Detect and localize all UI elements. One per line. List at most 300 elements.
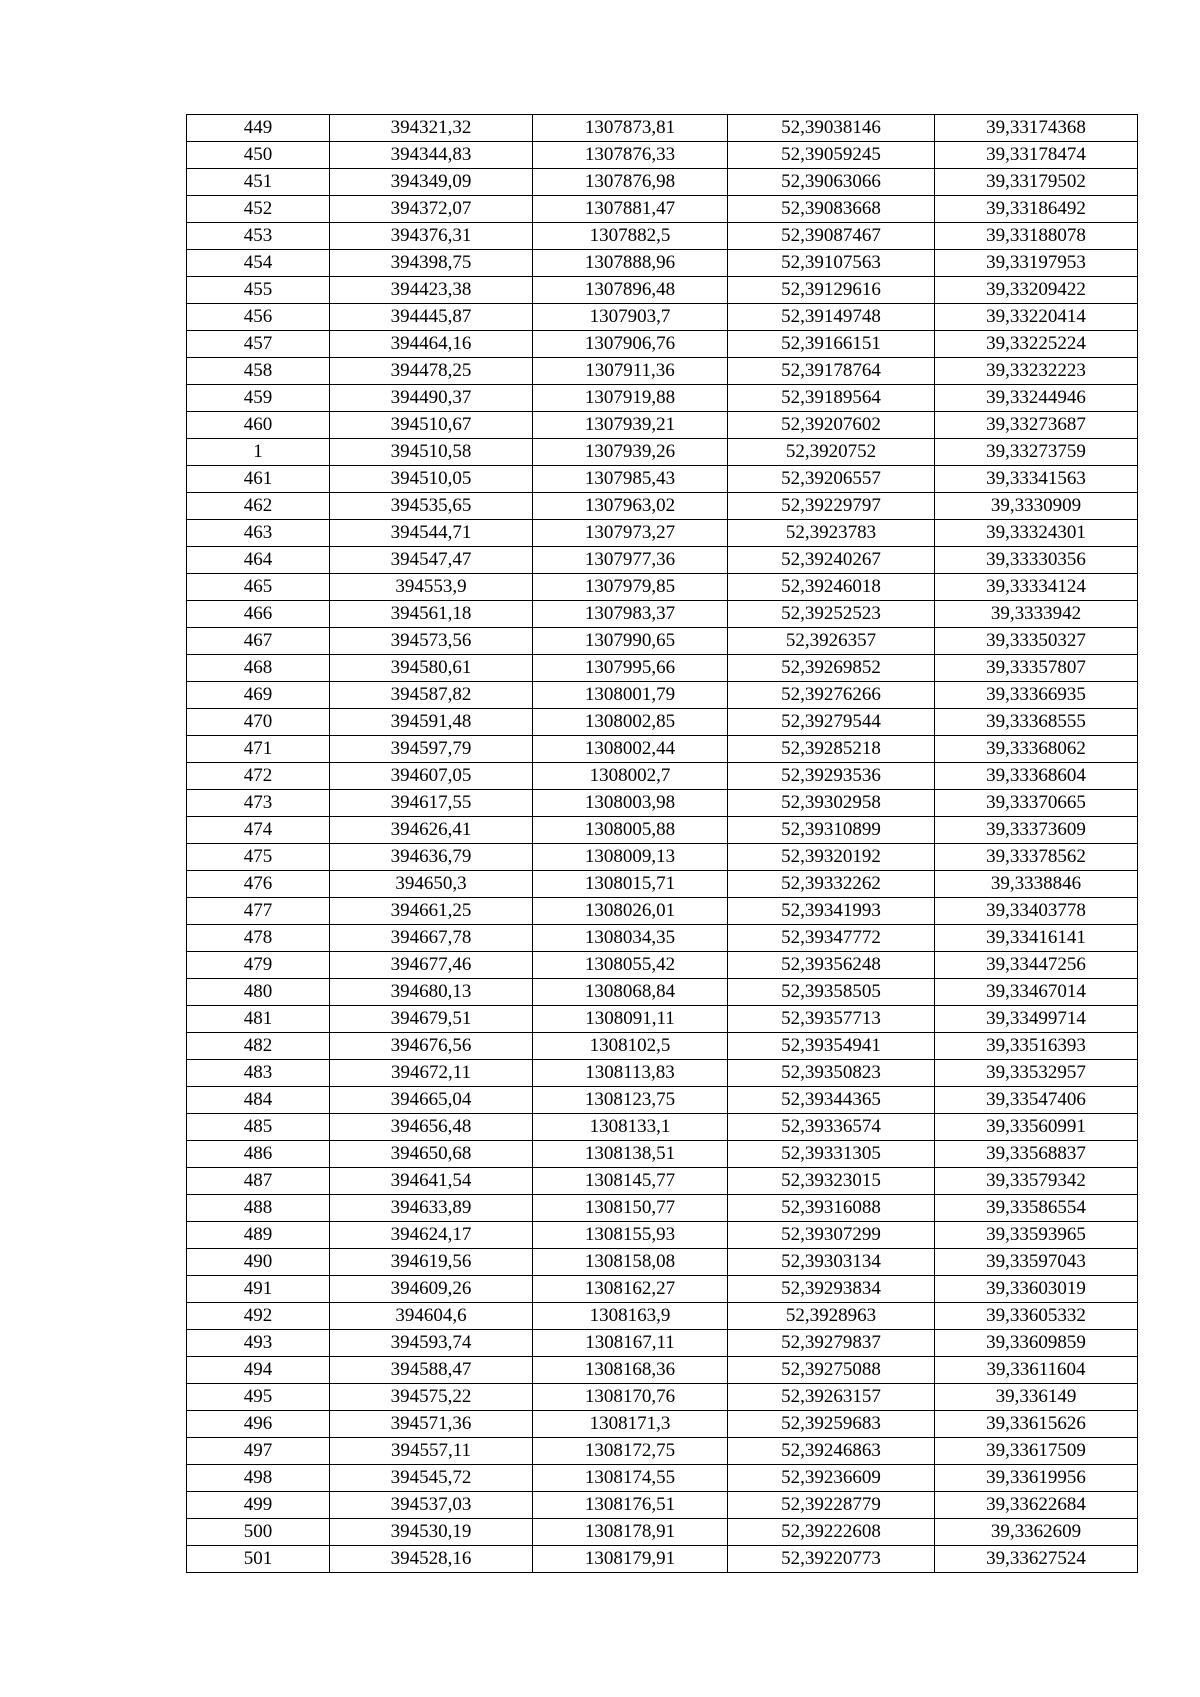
latitude-cell: 52,39276266	[728, 682, 935, 709]
x-coordinate-cell: 394591,48	[330, 709, 533, 736]
latitude-cell: 52,39236609	[728, 1465, 935, 1492]
latitude-cell: 52,39357713	[728, 1006, 935, 1033]
point-number-cell: 467	[187, 628, 330, 655]
longitude-cell: 39,33378562	[935, 844, 1138, 871]
x-coordinate-cell: 394593,74	[330, 1330, 533, 1357]
x-coordinate-cell: 394537,03	[330, 1492, 533, 1519]
latitude-cell: 52,39220773	[728, 1546, 935, 1573]
point-number-cell: 459	[187, 385, 330, 412]
table-row	[187, 1141, 1138, 1168]
x-coordinate-cell: 394575,22	[330, 1384, 533, 1411]
y-coordinate-cell: 1307919,88	[533, 385, 728, 412]
table-row	[187, 871, 1138, 898]
latitude-cell: 52,39189564	[728, 385, 935, 412]
y-coordinate-cell: 1308026,01	[533, 898, 728, 925]
y-coordinate-cell: 1307896,48	[533, 277, 728, 304]
y-coordinate-cell: 1307977,36	[533, 547, 728, 574]
x-coordinate-cell: 394680,13	[330, 979, 533, 1006]
longitude-cell: 39,33568837	[935, 1141, 1138, 1168]
table-row	[187, 1330, 1138, 1357]
latitude-cell: 52,39259683	[728, 1411, 935, 1438]
longitude-cell: 39,3338846	[935, 871, 1138, 898]
x-coordinate-cell: 394676,56	[330, 1033, 533, 1060]
y-coordinate-cell: 1308002,85	[533, 709, 728, 736]
y-coordinate-cell: 1308170,76	[533, 1384, 728, 1411]
point-number-cell: 497	[187, 1438, 330, 1465]
y-coordinate-cell: 1308174,55	[533, 1465, 728, 1492]
point-number-cell: 452	[187, 196, 330, 223]
y-coordinate-cell: 1307990,65	[533, 628, 728, 655]
x-coordinate-cell: 394372,07	[330, 196, 533, 223]
latitude-cell: 52,39178764	[728, 358, 935, 385]
y-coordinate-cell: 1308155,93	[533, 1222, 728, 1249]
x-coordinate-cell: 394464,16	[330, 331, 533, 358]
latitude-cell: 52,39252523	[728, 601, 935, 628]
table-row	[187, 1195, 1138, 1222]
longitude-cell: 39,33611604	[935, 1357, 1138, 1384]
longitude-cell: 39,33403778	[935, 898, 1138, 925]
latitude-cell: 52,39332262	[728, 871, 935, 898]
longitude-cell: 39,33603019	[935, 1276, 1138, 1303]
point-number-cell: 489	[187, 1222, 330, 1249]
table-row	[187, 1411, 1138, 1438]
x-coordinate-cell: 394672,11	[330, 1060, 533, 1087]
latitude-cell: 52,39347772	[728, 925, 935, 952]
x-coordinate-cell: 394557,11	[330, 1438, 533, 1465]
x-coordinate-cell: 394398,75	[330, 250, 533, 277]
y-coordinate-cell: 1308002,44	[533, 736, 728, 763]
point-number-cell: 453	[187, 223, 330, 250]
point-number-cell: 468	[187, 655, 330, 682]
longitude-cell: 39,33244946	[935, 385, 1138, 412]
y-coordinate-cell: 1307876,33	[533, 142, 728, 169]
longitude-cell: 39,33368604	[935, 763, 1138, 790]
x-coordinate-cell: 394423,38	[330, 277, 533, 304]
point-number-cell: 451	[187, 169, 330, 196]
table-row	[187, 898, 1138, 925]
longitude-cell: 39,33622684	[935, 1492, 1138, 1519]
point-number-cell: 481	[187, 1006, 330, 1033]
longitude-cell: 39,33370665	[935, 790, 1138, 817]
point-number-cell: 484	[187, 1087, 330, 1114]
point-number-cell: 501	[187, 1546, 330, 1573]
x-coordinate-cell: 394607,05	[330, 763, 533, 790]
latitude-cell: 52,39207602	[728, 412, 935, 439]
point-number-cell: 456	[187, 304, 330, 331]
y-coordinate-cell: 1308172,75	[533, 1438, 728, 1465]
longitude-cell: 39,33516393	[935, 1033, 1138, 1060]
x-coordinate-cell: 394650,3	[330, 871, 533, 898]
latitude-cell: 52,39350823	[728, 1060, 935, 1087]
x-coordinate-cell: 394528,16	[330, 1546, 533, 1573]
x-coordinate-cell: 394588,47	[330, 1357, 533, 1384]
y-coordinate-cell: 1307985,43	[533, 466, 728, 493]
point-number-cell: 462	[187, 493, 330, 520]
table-row	[187, 142, 1138, 169]
latitude-cell: 52,39129616	[728, 277, 935, 304]
y-coordinate-cell: 1308015,71	[533, 871, 728, 898]
y-coordinate-cell: 1307906,76	[533, 331, 728, 358]
table-row	[187, 1222, 1138, 1249]
table-row	[187, 547, 1138, 574]
point-number-cell: 461	[187, 466, 330, 493]
x-coordinate-cell: 394656,48	[330, 1114, 533, 1141]
point-number-cell: 493	[187, 1330, 330, 1357]
latitude-cell: 52,3923783	[728, 520, 935, 547]
latitude-cell: 52,39310899	[728, 817, 935, 844]
longitude-cell: 39,33232223	[935, 358, 1138, 385]
y-coordinate-cell: 1308034,35	[533, 925, 728, 952]
y-coordinate-cell: 1308005,88	[533, 817, 728, 844]
table-row	[187, 952, 1138, 979]
point-number-cell: 496	[187, 1411, 330, 1438]
longitude-cell: 39,33547406	[935, 1087, 1138, 1114]
y-coordinate-cell: 1308176,51	[533, 1492, 728, 1519]
y-coordinate-cell: 1308113,83	[533, 1060, 728, 1087]
y-coordinate-cell: 1307939,26	[533, 439, 728, 466]
table-row	[187, 412, 1138, 439]
longitude-cell: 39,33597043	[935, 1249, 1138, 1276]
point-number-cell: 469	[187, 682, 330, 709]
y-coordinate-cell: 1307939,21	[533, 412, 728, 439]
longitude-cell: 39,33467014	[935, 979, 1138, 1006]
x-coordinate-cell: 394344,83	[330, 142, 533, 169]
latitude-cell: 52,39279544	[728, 709, 935, 736]
y-coordinate-cell: 1308168,36	[533, 1357, 728, 1384]
y-coordinate-cell: 1308123,75	[533, 1087, 728, 1114]
y-coordinate-cell: 1307973,27	[533, 520, 728, 547]
latitude-cell: 52,39246863	[728, 1438, 935, 1465]
latitude-cell: 52,39358505	[728, 979, 935, 1006]
x-coordinate-cell: 394445,87	[330, 304, 533, 331]
point-number-cell: 476	[187, 871, 330, 898]
point-number-cell: 475	[187, 844, 330, 871]
latitude-cell: 52,39166151	[728, 331, 935, 358]
y-coordinate-cell: 1308091,11	[533, 1006, 728, 1033]
latitude-cell: 52,39323015	[728, 1168, 935, 1195]
longitude-cell: 39,33447256	[935, 952, 1138, 979]
x-coordinate-cell: 394547,47	[330, 547, 533, 574]
latitude-cell: 52,39293834	[728, 1276, 935, 1303]
point-number-cell: 450	[187, 142, 330, 169]
longitude-cell: 39,33324301	[935, 520, 1138, 547]
table-row	[187, 250, 1138, 277]
table-row	[187, 1087, 1138, 1114]
table-row	[187, 844, 1138, 871]
point-number-cell: 478	[187, 925, 330, 952]
table-row	[187, 1465, 1138, 1492]
y-coordinate-cell: 1308055,42	[533, 952, 728, 979]
table-row	[187, 169, 1138, 196]
table-row	[187, 1249, 1138, 1276]
longitude-cell: 39,33617509	[935, 1438, 1138, 1465]
point-number-cell: 457	[187, 331, 330, 358]
point-number-cell: 483	[187, 1060, 330, 1087]
x-coordinate-cell: 394571,36	[330, 1411, 533, 1438]
y-coordinate-cell: 1308002,7	[533, 763, 728, 790]
latitude-cell: 52,39341993	[728, 898, 935, 925]
x-coordinate-cell: 394376,31	[330, 223, 533, 250]
table-row	[187, 223, 1138, 250]
x-coordinate-cell: 394667,78	[330, 925, 533, 952]
point-number-cell: 464	[187, 547, 330, 574]
latitude-cell: 52,3926357	[728, 628, 935, 655]
longitude-cell: 39,33197953	[935, 250, 1138, 277]
table-row	[187, 115, 1138, 142]
longitude-cell: 39,33341563	[935, 466, 1138, 493]
table-row	[187, 1357, 1138, 1384]
latitude-cell: 52,39229797	[728, 493, 935, 520]
y-coordinate-cell: 1307903,7	[533, 304, 728, 331]
longitude-cell: 39,3362609	[935, 1519, 1138, 1546]
y-coordinate-cell: 1307882,5	[533, 223, 728, 250]
point-number-cell: 490	[187, 1249, 330, 1276]
point-number-cell: 495	[187, 1384, 330, 1411]
longitude-cell: 39,336149	[935, 1384, 1138, 1411]
point-number-cell: 480	[187, 979, 330, 1006]
y-coordinate-cell: 1308167,11	[533, 1330, 728, 1357]
point-number-cell: 498	[187, 1465, 330, 1492]
table-row	[187, 1438, 1138, 1465]
x-coordinate-cell: 394650,68	[330, 1141, 533, 1168]
longitude-cell: 39,33560991	[935, 1114, 1138, 1141]
x-coordinate-cell: 394626,41	[330, 817, 533, 844]
longitude-cell: 39,33368555	[935, 709, 1138, 736]
table-row	[187, 817, 1138, 844]
table-row	[187, 277, 1138, 304]
table-row	[187, 925, 1138, 952]
table-row	[187, 1060, 1138, 1087]
latitude-cell: 52,39263157	[728, 1384, 935, 1411]
table-row	[187, 1033, 1138, 1060]
y-coordinate-cell: 1308001,79	[533, 682, 728, 709]
table-row	[187, 331, 1138, 358]
longitude-cell: 39,33593965	[935, 1222, 1138, 1249]
longitude-cell: 39,33273759	[935, 439, 1138, 466]
latitude-cell: 52,39059245	[728, 142, 935, 169]
point-number-cell: 499	[187, 1492, 330, 1519]
table-row	[187, 1519, 1138, 1546]
table-row	[187, 385, 1138, 412]
longitude-cell: 39,3330909	[935, 493, 1138, 520]
longitude-cell: 39,33174368	[935, 115, 1138, 142]
point-number-cell: 458	[187, 358, 330, 385]
x-coordinate-cell: 394636,79	[330, 844, 533, 871]
table-row	[187, 574, 1138, 601]
x-coordinate-cell: 394580,61	[330, 655, 533, 682]
point-number-cell: 479	[187, 952, 330, 979]
latitude-cell: 52,39063066	[728, 169, 935, 196]
longitude-cell: 39,33220414	[935, 304, 1138, 331]
x-coordinate-cell: 394349,09	[330, 169, 533, 196]
table-row	[187, 466, 1138, 493]
latitude-cell: 52,39275088	[728, 1357, 935, 1384]
longitude-cell: 39,33188078	[935, 223, 1138, 250]
table-row	[187, 196, 1138, 223]
latitude-cell: 52,39331305	[728, 1141, 935, 1168]
point-number-cell: 1	[187, 439, 330, 466]
point-number-cell: 455	[187, 277, 330, 304]
y-coordinate-cell: 1308133,1	[533, 1114, 728, 1141]
table-row	[187, 304, 1138, 331]
table-row	[187, 655, 1138, 682]
table-row	[187, 1546, 1138, 1573]
table-row	[187, 790, 1138, 817]
x-coordinate-cell: 394597,79	[330, 736, 533, 763]
point-number-cell: 449	[187, 115, 330, 142]
latitude-cell: 52,39107563	[728, 250, 935, 277]
x-coordinate-cell: 394633,89	[330, 1195, 533, 1222]
x-coordinate-cell: 394561,18	[330, 601, 533, 628]
point-number-cell: 500	[187, 1519, 330, 1546]
longitude-cell: 39,33416141	[935, 925, 1138, 952]
y-coordinate-cell: 1308138,51	[533, 1141, 728, 1168]
x-coordinate-cell: 394617,55	[330, 790, 533, 817]
table-row	[187, 1492, 1138, 1519]
latitude-cell: 52,39354941	[728, 1033, 935, 1060]
x-coordinate-cell: 394510,05	[330, 466, 533, 493]
table-row	[187, 1276, 1138, 1303]
point-number-cell: 491	[187, 1276, 330, 1303]
longitude-cell: 39,3333942	[935, 601, 1138, 628]
x-coordinate-cell: 394478,25	[330, 358, 533, 385]
latitude-cell: 52,39285218	[728, 736, 935, 763]
latitude-cell: 52,39206557	[728, 466, 935, 493]
longitude-cell: 39,33586554	[935, 1195, 1138, 1222]
longitude-cell: 39,33209422	[935, 277, 1138, 304]
point-number-cell: 465	[187, 574, 330, 601]
x-coordinate-cell: 394490,37	[330, 385, 533, 412]
y-coordinate-cell: 1308003,98	[533, 790, 728, 817]
longitude-cell: 39,33366935	[935, 682, 1138, 709]
y-coordinate-cell: 1308162,27	[533, 1276, 728, 1303]
longitude-cell: 39,33179502	[935, 169, 1138, 196]
point-number-cell: 474	[187, 817, 330, 844]
y-coordinate-cell: 1308179,91	[533, 1546, 728, 1573]
x-coordinate-cell: 394545,72	[330, 1465, 533, 1492]
point-number-cell: 482	[187, 1033, 330, 1060]
x-coordinate-cell: 394321,32	[330, 115, 533, 142]
x-coordinate-cell: 394604,6	[330, 1303, 533, 1330]
latitude-cell: 52,39038146	[728, 115, 935, 142]
x-coordinate-cell: 394510,58	[330, 439, 533, 466]
point-number-cell: 473	[187, 790, 330, 817]
latitude-cell: 52,39083668	[728, 196, 935, 223]
point-number-cell: 471	[187, 736, 330, 763]
point-number-cell: 487	[187, 1168, 330, 1195]
longitude-cell: 39,33357807	[935, 655, 1138, 682]
coordinates-table	[186, 114, 1138, 1573]
point-number-cell: 477	[187, 898, 330, 925]
latitude-cell: 52,39222608	[728, 1519, 935, 1546]
y-coordinate-cell: 1307876,98	[533, 169, 728, 196]
y-coordinate-cell: 1307888,96	[533, 250, 728, 277]
x-coordinate-cell: 394530,19	[330, 1519, 533, 1546]
y-coordinate-cell: 1307983,37	[533, 601, 728, 628]
longitude-cell: 39,33368062	[935, 736, 1138, 763]
table-row	[187, 1384, 1138, 1411]
y-coordinate-cell: 1307911,36	[533, 358, 728, 385]
x-coordinate-cell: 394544,71	[330, 520, 533, 547]
y-coordinate-cell: 1308009,13	[533, 844, 728, 871]
latitude-cell: 52,39149748	[728, 304, 935, 331]
table-row	[187, 1006, 1138, 1033]
longitude-cell: 39,33579342	[935, 1168, 1138, 1195]
table-row	[187, 601, 1138, 628]
coordinates-table-body	[187, 115, 1138, 1573]
longitude-cell: 39,33532957	[935, 1060, 1138, 1087]
longitude-cell: 39,33186492	[935, 196, 1138, 223]
x-coordinate-cell: 394510,67	[330, 412, 533, 439]
x-coordinate-cell: 394587,82	[330, 682, 533, 709]
y-coordinate-cell: 1307963,02	[533, 493, 728, 520]
point-number-cell: 454	[187, 250, 330, 277]
latitude-cell: 52,39356248	[728, 952, 935, 979]
point-number-cell: 460	[187, 412, 330, 439]
point-number-cell: 472	[187, 763, 330, 790]
y-coordinate-cell: 1308150,77	[533, 1195, 728, 1222]
latitude-cell: 52,39302958	[728, 790, 935, 817]
latitude-cell: 52,39293536	[728, 763, 935, 790]
table-row	[187, 682, 1138, 709]
table-row	[187, 439, 1138, 466]
x-coordinate-cell: 394609,26	[330, 1276, 533, 1303]
longitude-cell: 39,33273687	[935, 412, 1138, 439]
latitude-cell: 52,39307299	[728, 1222, 935, 1249]
x-coordinate-cell: 394677,46	[330, 952, 533, 979]
y-coordinate-cell: 1308102,5	[533, 1033, 728, 1060]
latitude-cell: 52,39320192	[728, 844, 935, 871]
table-row	[187, 493, 1138, 520]
latitude-cell: 52,39316088	[728, 1195, 935, 1222]
point-number-cell: 488	[187, 1195, 330, 1222]
table-row	[187, 709, 1138, 736]
y-coordinate-cell: 1308178,91	[533, 1519, 728, 1546]
longitude-cell: 39,33627524	[935, 1546, 1138, 1573]
table-row	[187, 520, 1138, 547]
x-coordinate-cell: 394624,17	[330, 1222, 533, 1249]
point-number-cell: 466	[187, 601, 330, 628]
longitude-cell: 39,33619956	[935, 1465, 1138, 1492]
y-coordinate-cell: 1308171,3	[533, 1411, 728, 1438]
latitude-cell: 52,39269852	[728, 655, 935, 682]
table-row	[187, 628, 1138, 655]
longitude-cell: 39,33330356	[935, 547, 1138, 574]
y-coordinate-cell: 1307881,47	[533, 196, 728, 223]
table-row	[187, 763, 1138, 790]
latitude-cell: 52,39087467	[728, 223, 935, 250]
x-coordinate-cell: 394661,25	[330, 898, 533, 925]
latitude-cell: 52,3920752	[728, 439, 935, 466]
latitude-cell: 52,39228779	[728, 1492, 935, 1519]
x-coordinate-cell: 394619,56	[330, 1249, 533, 1276]
x-coordinate-cell: 394641,54	[330, 1168, 533, 1195]
table-row	[187, 1303, 1138, 1330]
longitude-cell: 39,33605332	[935, 1303, 1138, 1330]
y-coordinate-cell: 1308163,9	[533, 1303, 728, 1330]
point-number-cell: 486	[187, 1141, 330, 1168]
y-coordinate-cell: 1307995,66	[533, 655, 728, 682]
table-row	[187, 1114, 1138, 1141]
longitude-cell: 39,33350327	[935, 628, 1138, 655]
latitude-cell: 52,39240267	[728, 547, 935, 574]
longitude-cell: 39,33225224	[935, 331, 1138, 358]
point-number-cell: 492	[187, 1303, 330, 1330]
latitude-cell: 52,39336574	[728, 1114, 935, 1141]
latitude-cell: 52,39246018	[728, 574, 935, 601]
y-coordinate-cell: 1307979,85	[533, 574, 728, 601]
latitude-cell: 52,39279837	[728, 1330, 935, 1357]
